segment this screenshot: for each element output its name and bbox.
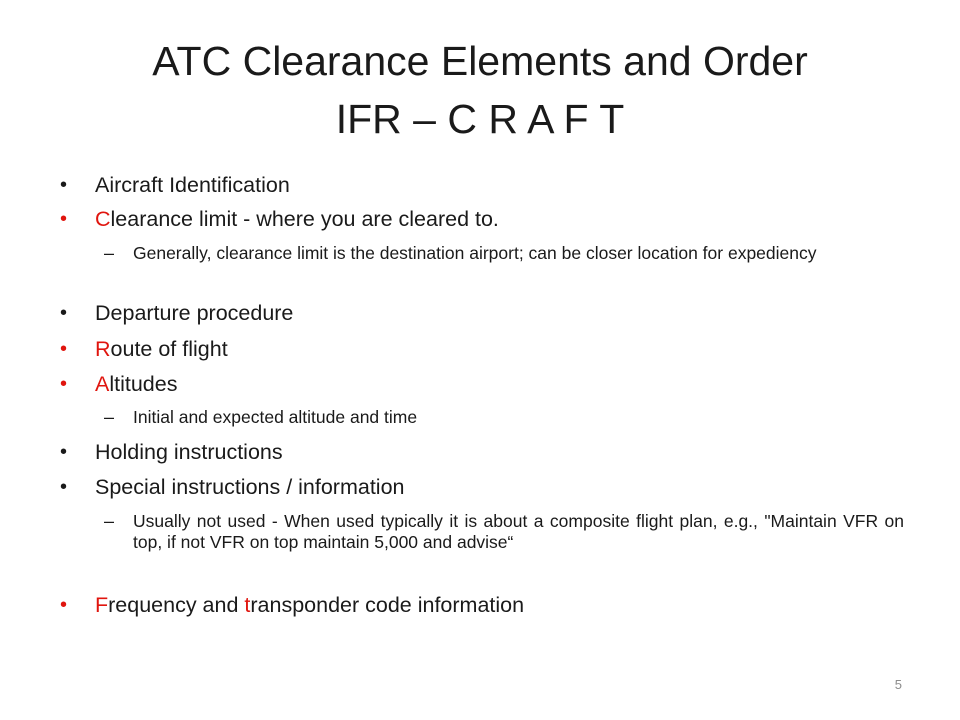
item-highlight: t — [244, 593, 251, 617]
list-item — [95, 371, 905, 397]
list-item — [95, 474, 905, 500]
list-item — [95, 336, 905, 362]
item-highlight: F — [95, 593, 109, 617]
item-text: Departure procedure — [95, 301, 294, 325]
list-item — [95, 439, 905, 465]
sub-bullet-marker: – — [104, 407, 115, 427]
bullet-marker: • — [60, 594, 68, 616]
bullet-marker: • — [60, 476, 68, 498]
item-highlight: R — [95, 337, 111, 361]
sub-item: Generally, clearance limit is the destination airport; can be closer location for expediency — [133, 243, 817, 263]
list-item — [95, 172, 905, 198]
item-text: ransponder code information — [250, 593, 525, 617]
item-text: ltitudes — [109, 372, 178, 396]
title-line-1: ATC Clearance Elements and Order — [152, 38, 808, 84]
list-item — [95, 206, 905, 232]
bullet-marker: • — [60, 174, 68, 196]
sub-item: Initial and expected altitude and time — [133, 407, 418, 427]
item-highlight: A — [95, 372, 110, 396]
item-text: Special instructions / information — [95, 475, 405, 499]
bullet-marker: • — [60, 302, 68, 324]
item-text: learance limit - where you are cleared to. — [110, 207, 499, 231]
list-item — [95, 592, 905, 618]
slide-title — [60, 32, 900, 148]
sub-item: Usually not used - When used typically it is about a composite flight plan, e.g., "Maintain VFR on top, if not VFR on top maintain 5,000 and advise“ — [133, 511, 904, 552]
item-text: oute of flight — [110, 337, 228, 361]
item-text: Aircraft Identification — [95, 173, 290, 197]
page-number: 5 — [894, 677, 902, 692]
bullet-marker: • — [60, 208, 68, 230]
sub-bullet-marker: – — [104, 243, 115, 263]
item-text: Holding instructions — [95, 440, 283, 464]
bullet-marker: • — [60, 441, 68, 463]
item-highlight: C — [95, 207, 111, 231]
title-line-2: IFR – C R A F T — [335, 96, 625, 142]
bullet-marker: • — [60, 338, 68, 360]
sub-bullet-marker: – — [104, 511, 115, 531]
item-text: requency and — [108, 593, 245, 617]
bullet-marker: • — [60, 373, 68, 395]
list-item — [95, 300, 905, 326]
